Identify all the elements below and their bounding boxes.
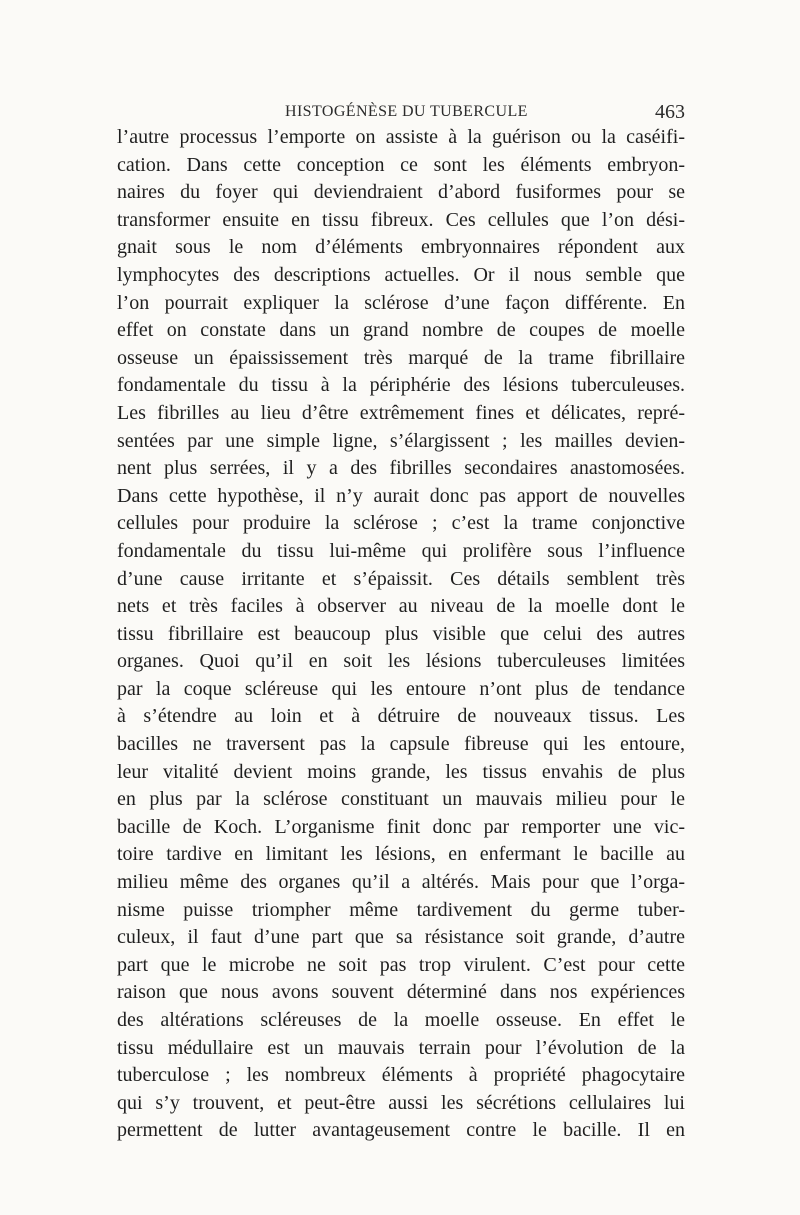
text-line: toire tardive en limitant les lésions, en enfermant le bacille au <box>117 843 685 866</box>
text-line: transformer ensuite en tissu fibreux. Ces cellules que l’on dési- <box>117 208 685 231</box>
body-text <box>117 124 685 1145</box>
text-line: tissu fibrillaire est beaucoup plus visible que celui des autres <box>117 622 685 645</box>
text-line: Les fibrilles au lieu d’être extrêmement fines et délicates, repré- <box>117 401 685 424</box>
page-number: 463 <box>655 101 685 123</box>
text-line: cation. Dans cette conception ce sont les éléments embryon- <box>117 153 685 176</box>
text-line: fondamentale du tissu lui-même qui prolifère sous l’influence <box>117 539 685 562</box>
running-header <box>117 100 685 124</box>
text-line: bacilles ne traversent pas la capsule fibreuse qui les entoure, <box>117 733 685 756</box>
text-line: raison que nous avons souvent déterminé dans nos expériences <box>117 981 685 1004</box>
text-line: fondamentale du tissu à la périphérie des lésions tuberculeuses. <box>117 374 685 397</box>
text-line: d’une cause irritante et s’épaissit. Ces détails semblent très <box>117 567 685 590</box>
text-line: en plus par la sclérose constituant un mauvais milieu pour le <box>117 788 685 811</box>
text-line: des altérations scléreuses de la moelle osseuse. En effet le <box>117 1009 685 1031</box>
text-line: qui s’y trouvent, et peut-être aussi les sécrétions cellulaires lui <box>117 1091 685 1114</box>
text-line: effet on constate dans un grand nombre de coupes de moelle <box>117 319 685 342</box>
text-line: l’on pourrait expliquer la sclérose d’une façon différente. En <box>117 291 685 314</box>
text-line: milieu même des organes qu’il a altérés. Mais pour que l’orga- <box>117 871 685 894</box>
text-line: par la coque scléreuse qui les entoure n’ont plus de tendance <box>117 677 685 700</box>
text-line: culeux, il faut d’une part que sa résistance soit grande, d’autre <box>117 926 685 949</box>
text-line: nent plus serrées, il y a des fibrilles secondaires anastomosées. <box>117 457 685 480</box>
text-line: organes. Quoi qu’il en soit les lésions tuberculeuses limitées <box>117 650 685 673</box>
text-line: permettent de lutter avantageusement contre le bacille. Il en <box>117 1119 685 1142</box>
text-line: sentées par une simple ligne, s’élargissent ; les mailles devien- <box>117 429 685 452</box>
text-line: cellules pour produire la sclérose ; c’est la trame conjonctive <box>117 512 685 535</box>
text-line: tissu médullaire est un mauvais terrain pour l’évolution de la <box>117 1036 685 1059</box>
text-line: à s’étendre au loin et à détruire de nouveaux tissus. Les <box>117 705 685 728</box>
text-line: part que le microbe ne soit pas trop virulent. C’est pour cette <box>117 953 685 976</box>
text-line: leur vitalité devient moins grande, les tissus envahis de plus <box>117 760 685 783</box>
text-line: bacille de Koch. L’organisme finit donc par remporter une vic- <box>117 815 685 838</box>
text-line: nets et très faciles à observer au niveau de la moelle dont le <box>117 595 685 618</box>
text-line: tuberculose ; les nombreux éléments à propriété phagocytaire <box>117 1064 685 1087</box>
text-line: lymphocytes des descriptions actuelles. Or il nous semble que <box>117 263 685 286</box>
text-line: gnait sous le nom d’éléments embryonnaires répondent aux <box>117 236 685 259</box>
text-line: naires du foyer qui deviendraient d’abord fusiformes pour se <box>117 181 685 204</box>
running-title: HISTOGÉNÈSE DU TUBERCULE <box>285 103 528 120</box>
text-line: Dans cette hypothèse, il n’y aurait donc pas apport de nouvelles <box>117 484 685 507</box>
text-line: osseuse un épaississement très marqué de la trame fibrillaire <box>117 346 685 369</box>
text-line: nisme puisse triompher même tardivement du germe tuber- <box>117 898 685 921</box>
text-line: l’autre processus l’emporte on assiste à la guérison ou la caséifi- <box>117 126 685 148</box>
